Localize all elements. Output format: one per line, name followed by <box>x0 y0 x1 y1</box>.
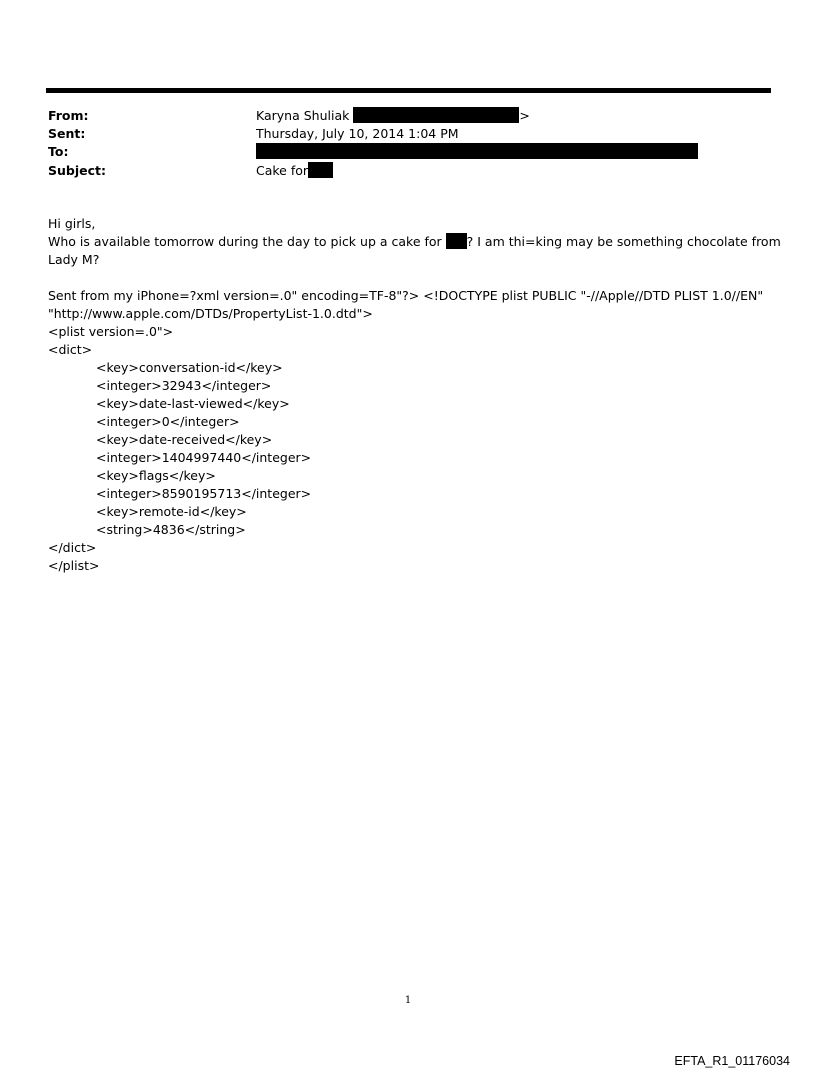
dict-open: <dict> <box>48 342 93 357</box>
subject-label: Subject: <box>48 163 106 178</box>
redaction-box <box>308 162 333 178</box>
dict-entry: <integer>1404997440</integer> <box>96 450 312 465</box>
signature-line-2: "http://www.apple.com/DTDs/PropertyList-1.0.dtd"> <box>48 306 373 321</box>
body-line-1-start: Who is available tomorrow during the day to pick up a cake for <box>48 234 442 249</box>
subject-text: Cake for <box>256 163 309 178</box>
redaction-box <box>256 143 698 159</box>
header-divider <box>46 88 771 93</box>
dict-entry: <key>flags</key> <box>96 468 216 483</box>
plist-close: </plist> <box>48 558 100 573</box>
subject-value <box>256 162 333 180</box>
from-suffix: > <box>519 108 530 123</box>
dict-close: </dict> <box>48 540 97 555</box>
dict-entry: <key>remote-id</key> <box>96 504 247 519</box>
from-value <box>256 107 530 125</box>
to-value <box>256 143 698 161</box>
redaction-box <box>446 233 467 249</box>
dict-entry: <key>date-received</key> <box>96 432 273 447</box>
from-label: From: <box>48 108 89 123</box>
body-line-1-end: ? I am thi=king may be something chocolate from <box>466 234 781 249</box>
from-sender: Karyna Shuliak <box>256 108 350 123</box>
greeting: Hi girls, <box>48 216 96 231</box>
dict-entry: <integer>8590195713</integer> <box>96 486 312 501</box>
document-id: EFTA_R1_01176034 <box>674 1054 790 1068</box>
sent-label: Sent: <box>48 126 86 141</box>
to-label: To: <box>48 144 69 159</box>
dict-entry: <integer>0</integer> <box>96 414 240 429</box>
signature-line-1: Sent from my iPhone=?xml version=.0" encoding=TF-8"?> <!DOCTYPE plist PUBLIC "-//Apple//DTD PLIST 1.0//EN" <box>48 288 764 303</box>
dict-entry: <integer>32943</integer> <box>96 378 272 393</box>
sent-value: Thursday, July 10, 2014 1:04 PM <box>256 126 459 141</box>
body-line-2: Lady M? <box>48 252 100 267</box>
dict-entry: <key>date-last-viewed</key> <box>96 396 290 411</box>
dict-entry: <string>4836</string> <box>96 522 246 537</box>
plist-open: <plist version=.0"> <box>48 324 174 339</box>
page-number: 1 <box>404 995 412 1006</box>
body-line-1 <box>48 233 781 251</box>
dict-entry: <key>conversation-id</key> <box>96 360 283 375</box>
redaction-box <box>353 107 519 123</box>
